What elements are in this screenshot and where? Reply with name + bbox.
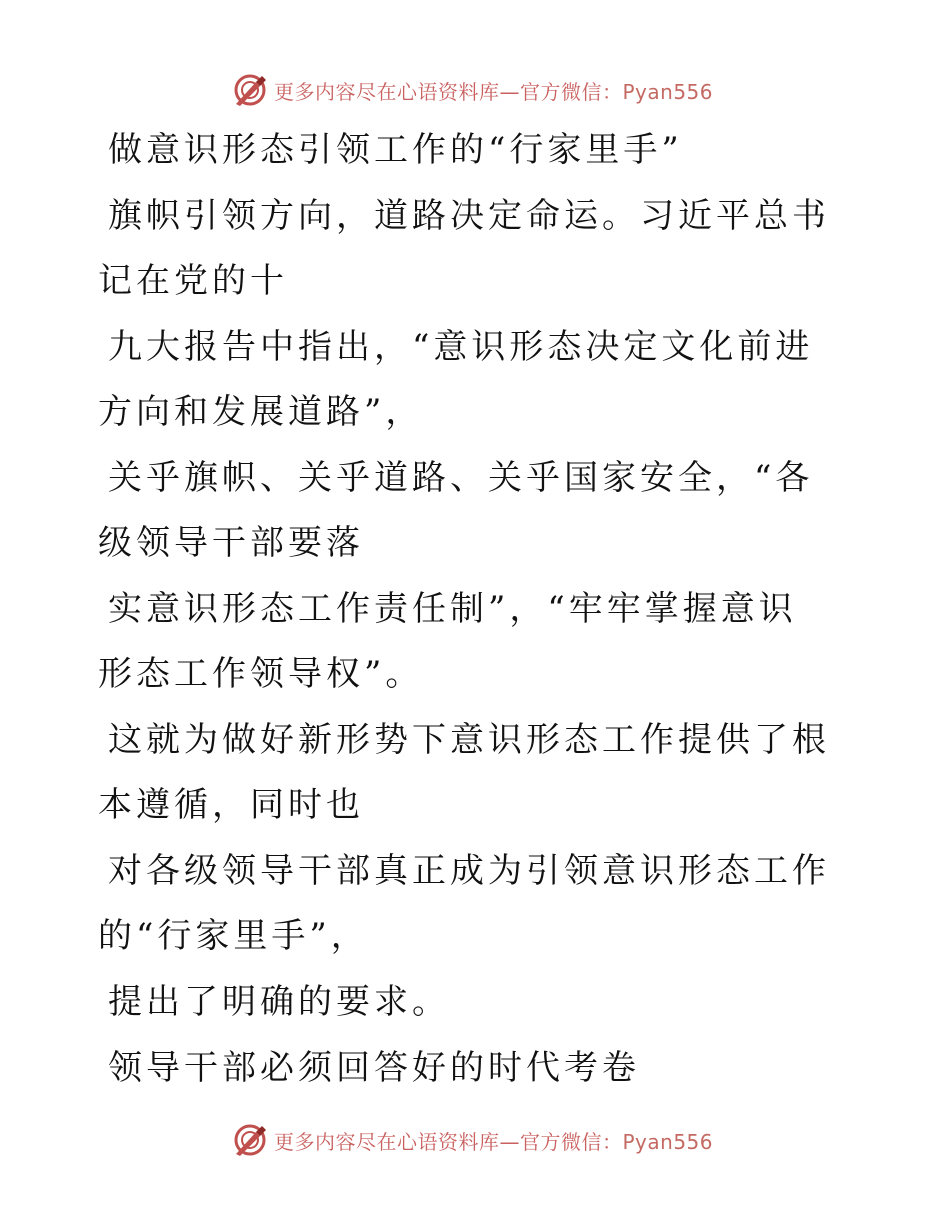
paragraph: 提出了明确的要求。 xyxy=(108,982,450,1022)
header-watermark-banner xyxy=(0,70,950,110)
paragraph: 关乎旗帜、关乎道路、关乎国家安全，“各级领导干部要落 xyxy=(98,458,814,563)
wechat-id: Pyan556 xyxy=(622,1129,714,1154)
section-heading: 领导干部必须回答好的时代考卷 xyxy=(108,1048,640,1088)
pen-logo-icon xyxy=(232,72,268,108)
paragraph: 对各级领导干部真正成为引领意识形态工作的“行家里手”， xyxy=(98,851,830,956)
pen-logo-icon xyxy=(232,1122,268,1158)
wechat-id: Pyan556 xyxy=(622,79,714,104)
document-body xyxy=(98,118,833,1101)
paragraph: 这就为做好新形势下意识形态工作提供了根本遵循，同时也 xyxy=(98,720,830,825)
paragraph: 实意识形态工作责任制”，“牢牢掌握意识形态工作领导权”。 xyxy=(98,589,797,694)
banner-text: 更多内容尽在心语资料库—官方微信：Pyan556 xyxy=(274,79,714,104)
paragraph-title: 做意识形态引领工作的“行家里手” xyxy=(108,130,683,170)
paragraph: 九大报告中指出，“意识形态决定文化前进方向和发展道路”， xyxy=(98,327,814,432)
banner-text: 更多内容尽在心语资料库—官方微信：Pyan556 xyxy=(274,1129,714,1154)
paragraph: 旗帜引领方向，道路决定命运。习近平总书记在党的十 xyxy=(98,196,830,301)
footer-watermark-banner xyxy=(0,1120,950,1160)
